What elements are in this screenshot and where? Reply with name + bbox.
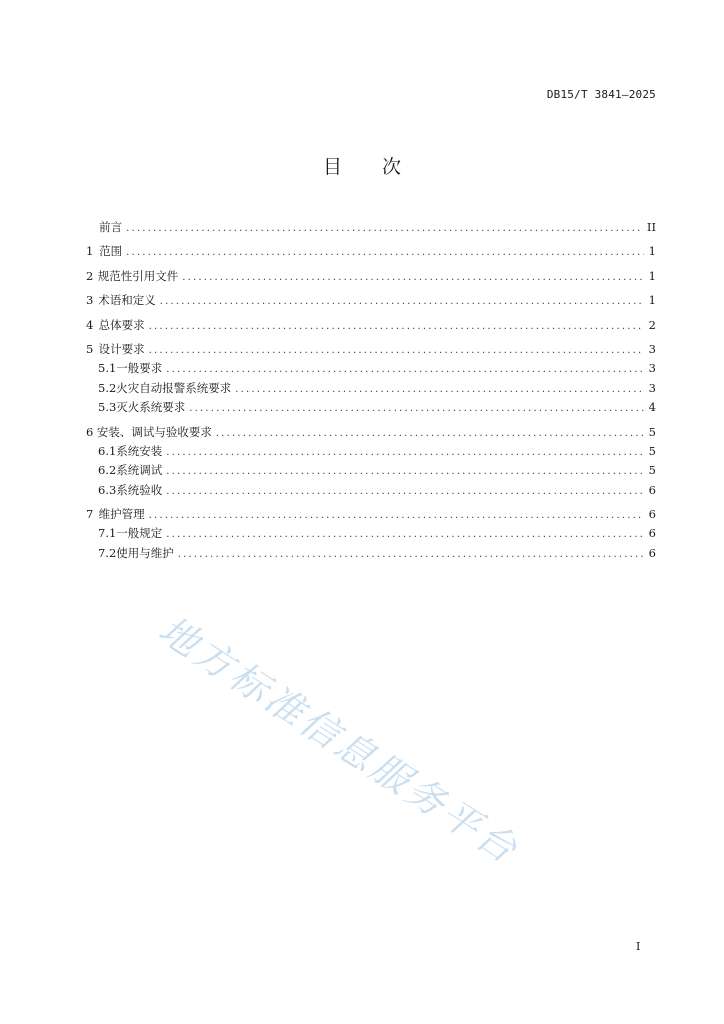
toc-entry-label: 安装、调试与验收要求	[96, 424, 212, 439]
toc-entry-number: 5.3	[98, 400, 117, 415]
toc-leader-dots	[160, 292, 644, 311]
toc-leader-dots	[126, 219, 643, 238]
toc-entry-number: 3	[86, 293, 94, 308]
toc-entry[interactable]	[86, 442, 656, 461]
toc-entry-number: 5.2	[98, 380, 117, 395]
toc-entry-page: 3	[648, 361, 656, 376]
toc-leader-dots	[149, 317, 644, 336]
toc-entry-number: 1	[86, 244, 94, 259]
toc-entry-number: 5.1	[98, 361, 117, 376]
toc-entry-number: 4	[86, 317, 94, 332]
toc-entry-number: 6.3	[98, 482, 117, 497]
toc-entry-page: 5	[648, 443, 656, 458]
toc-entry-page: 5	[648, 424, 656, 439]
toc-entry-page: 2	[648, 317, 656, 332]
toc-entry-label: 灭火系统要求	[116, 400, 186, 415]
toc-leader-dots	[178, 545, 644, 564]
toc-entry[interactable]	[86, 218, 656, 237]
toc-leader-dots	[182, 268, 644, 287]
toc-entry-label: 一般规定	[116, 526, 163, 541]
toc-entry-label: 系统安装	[116, 443, 163, 458]
toc-leader-dots	[126, 243, 644, 262]
toc-entry-number: 6.2	[98, 463, 117, 478]
toc-entry-label: 总体要求	[98, 317, 145, 332]
toc-leader-dots	[235, 380, 644, 399]
toc-entry-label: 设计要求	[98, 341, 145, 356]
toc-entry-page: 3	[648, 341, 656, 356]
toc-entry-page: 5	[648, 463, 656, 478]
toc-entry-label: 范围	[99, 244, 123, 259]
toc-leader-dots	[166, 443, 644, 462]
toc-entry[interactable]	[86, 398, 656, 417]
toc-entry[interactable]	[86, 481, 656, 500]
toc-leader-dots	[216, 424, 644, 443]
toc-entry[interactable]	[86, 544, 656, 563]
toc-entry-label: 火灾自动报警系统要求	[116, 380, 232, 395]
toc-entry-number: 6	[86, 424, 94, 439]
toc-leader-dots	[149, 506, 644, 525]
toc-entry-label: 系统调试	[116, 463, 163, 478]
toc-entry-label: 系统验收	[116, 482, 163, 497]
toc-entry-page: 4	[648, 400, 656, 415]
page-number: I	[636, 940, 641, 953]
toc-entry-number: 2	[86, 268, 94, 283]
toc-entry[interactable]	[86, 379, 656, 398]
toc-entry[interactable]	[86, 316, 656, 335]
toc-entry-label: 一般要求	[116, 361, 163, 376]
toc-leader-dots	[166, 482, 644, 501]
toc-entry-page: II	[646, 220, 656, 234]
toc-entry-page: 1	[648, 293, 656, 308]
toc-entry[interactable]	[86, 291, 656, 310]
toc-leader-dots	[166, 525, 644, 544]
toc-entry-number: 7.1	[98, 526, 117, 541]
watermark: 地方标准信息服务平台	[151, 607, 528, 874]
toc-leader-dots	[149, 341, 644, 360]
toc-entry[interactable]	[86, 242, 656, 261]
toc-entry-page: 6	[648, 507, 656, 522]
toc-leader-dots	[166, 462, 644, 481]
toc-entry[interactable]	[86, 461, 656, 480]
toc-entry[interactable]	[86, 340, 656, 359]
toc-entry[interactable]	[86, 505, 656, 524]
toc-leader-dots	[166, 360, 644, 379]
toc-entry-number: 6.1	[98, 443, 117, 458]
toc-entry-page: 6	[648, 482, 656, 497]
toc-entry-number: 7	[86, 507, 94, 522]
toc-entry[interactable]	[86, 423, 656, 442]
standard-code: DB15/T 3841—2025	[546, 88, 656, 101]
toc-title: 目 次	[322, 156, 402, 178]
toc-entry-number: 5	[86, 341, 94, 356]
toc-entry-page: 6	[648, 545, 656, 560]
toc-entry[interactable]	[86, 524, 656, 543]
toc-entry-page: 1	[648, 268, 656, 283]
toc-entry-label: 使用与维护	[116, 545, 174, 560]
toc-entry-page: 6	[648, 526, 656, 541]
toc-entry-label: 术语和定义	[98, 293, 156, 308]
toc-entry-label: 前言	[99, 220, 123, 234]
toc-entry-page: 3	[648, 380, 656, 395]
toc-leader-dots	[189, 399, 644, 418]
toc-entry-label: 维护管理	[98, 507, 145, 522]
toc-entry[interactable]	[86, 359, 656, 378]
table-of-contents	[86, 218, 656, 563]
toc-entry-number: 7.2	[98, 545, 117, 560]
toc-entry-label: 规范性引用文件	[97, 268, 179, 283]
toc-entry-page: 1	[648, 244, 656, 259]
toc-entry[interactable]	[86, 267, 656, 286]
